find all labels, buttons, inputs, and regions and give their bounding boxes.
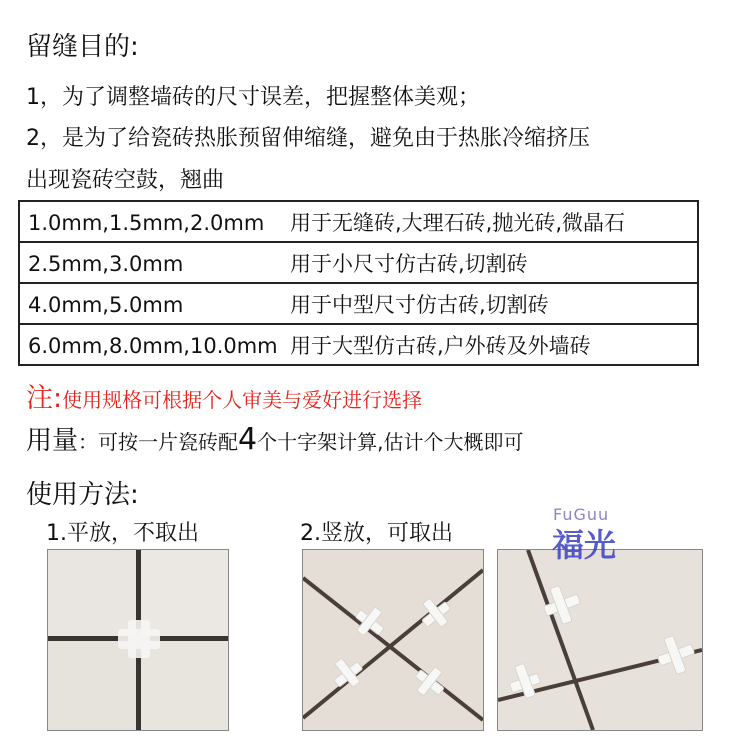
purpose-line-1: 1，为了调整墙砖的尺寸误差，把握整体美观；	[26, 85, 480, 110]
page-heading: 留缝目的:	[26, 32, 139, 62]
method-caption-flat: 1.平放，不取出	[46, 521, 199, 546]
spacer-sizes: 1.0mm,1.5mm,2.0mm	[28, 210, 265, 235]
usage-number: 4	[238, 422, 258, 457]
photo-vertical-placement-a	[302, 549, 484, 731]
tile-vertical-b-svg	[498, 550, 702, 730]
watermark-logo: 福光	[552, 526, 617, 564]
method-heading: 使用方法:	[26, 480, 139, 510]
table-cell	[19, 283, 698, 324]
note-text: 使用规格可根据个人审美与爱好进行选择	[62, 388, 423, 412]
spacer-size-table	[18, 200, 699, 366]
spacer-sizes: 2.5mm,3.0mm	[28, 251, 184, 276]
purpose-line-3: 出现瓷砖空鼓，翘曲	[26, 168, 225, 193]
usage-label: 用量	[26, 426, 79, 456]
photo-vertical-placement-b	[497, 549, 703, 731]
spacer-sizes: 4.0mm,5.0mm	[28, 292, 184, 317]
purpose-line-2: 2，是为了给瓷砖热胀预留伸缩缝，避免由于热胀冷缩挤压	[26, 126, 590, 151]
tile-flat-svg	[48, 550, 228, 730]
spacer-usage: 用于中型尺寸仿古砖,切割砖	[290, 292, 549, 317]
watermark-latin: FuGuu	[553, 505, 610, 524]
usage-line	[26, 420, 523, 457]
table-row	[19, 242, 698, 283]
tile-vertical-a-svg	[303, 550, 483, 730]
spacer-usage: 用于无缝砖,大理石砖,抛光砖,微晶石	[290, 210, 626, 235]
photo-flat-placement	[47, 549, 229, 731]
table-row	[19, 283, 698, 324]
note	[26, 376, 422, 415]
table-row	[19, 324, 698, 365]
table-cell	[19, 201, 698, 242]
spacer-usage: 用于大型仿古砖,户外砖及外墙砖	[290, 333, 591, 358]
spacer-usage: 用于小尺寸仿古砖,切割砖	[290, 251, 528, 276]
method-caption-vertical: 2.竖放，可取出	[300, 521, 453, 546]
table-row	[19, 201, 698, 242]
table-cell	[19, 324, 698, 365]
table-cell	[19, 242, 698, 283]
usage-post: 个十字架计算,估计个大概即可	[257, 430, 524, 454]
usage-pre: ：可按一片瓷砖配	[78, 430, 239, 454]
note-label: 注:	[26, 383, 63, 414]
spacer-sizes: 6.0mm,8.0mm,10.0mm	[28, 333, 278, 358]
